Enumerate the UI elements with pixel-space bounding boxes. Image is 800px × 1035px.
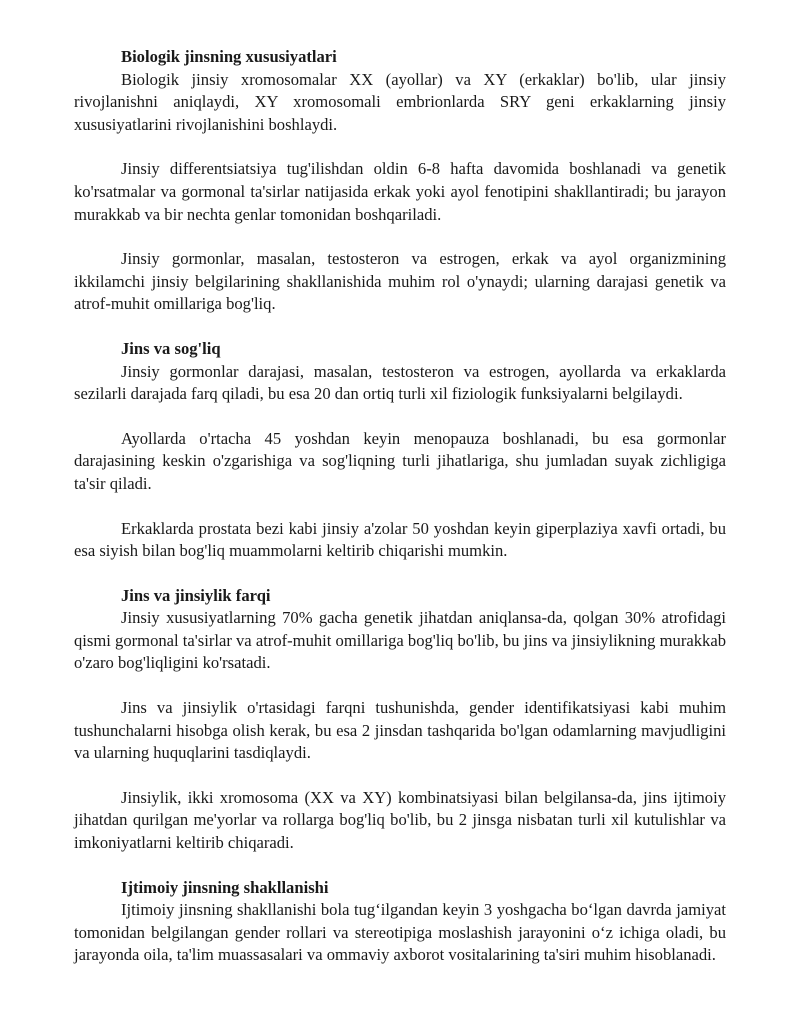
section-heading: Biologik jinsning xususiyatlari <box>121 47 337 66</box>
paragraph: Ijtimoiy jinsning shakllanishi bola tug‘ilgandan keyin 3 yoshgacha bo‘lgan davrda jamiyat tomonidan belgilangan gender rollari va stereotipiga moslashish jarayonini o‘z ichiga oladi, bu jarayonda oila, ta'lim muassasalari va ommaviy axborot vositalarining ta'siri muhim hisoblanadi. <box>74 900 726 965</box>
section-sex-and-health <box>74 338 726 563</box>
section-sex-vs-sexuality <box>74 585 726 855</box>
section-biological-sex <box>74 46 726 316</box>
paragraph: Biologik jinsiy xromosomalar XX (ayollar) va XY (erkaklar) bo'lib, ular jinsiy rivojlanishni aniqlaydi, XY xromosomali embrionlarda SRY geni erkaklarning jinsiy xususiyatlarini rivojlanishini boshlaydi. <box>74 69 726 134</box>
paragraph: Jinsiy gormonlar, masalan, testosteron va estrogen, erkak va ayol organizmining ikkilamchi jinsiy belgilarining shakllanishida muhim rol o'ynaydi; ularning darajasi genetik va atrof-muhit omillariga bog'liq. <box>74 249 726 314</box>
section-heading: Ijtimoiy jinsning shakllanishi <box>121 877 329 897</box>
section-social-gender <box>74 877 726 967</box>
paragraph: Jins va jinsiylik o'rtasidagi farqni tushunishda, gender identifikatsiyasi kabi muhim tushunchalarni hisobga olish kerak, bu esa 2 jinsdan tashqarida bo'lgan odamlarning mavjudligini va ularning huquqlarini tasdiqlaydi. <box>74 698 726 763</box>
paragraph: Jinsiy differentsiatsiya tug'ilishdan oldin 6-8 hafta davomida boshlanadi va genetik ko'rsatmalar va gormonal ta'sirlar natijasida erkak yoki ayol fenotipini shakllantiradi; bu jarayon murakkab va bir nechta genlar tomonidan boshqariladi. <box>74 159 726 224</box>
section-heading: Jins va sog'liq <box>121 338 221 358</box>
paragraph: Jinsiylik, ikki xromosoma (XX va XY) kombinatsiyasi bilan belgilansa-da, jins ijtimoiy jihatdan qurilgan me'yorlar va rollarga bog'liq bo'lib, bu 2 jinsga nisbatan turli xil kutulishlar va imkoniyatlarni keltirib chiqaradi. <box>74 787 726 853</box>
section-heading: Jins va jinsiylik farqi <box>121 585 271 605</box>
paragraph: Jinsiy gormonlar darajasi, masalan, testosteron va estrogen, ayollarda va erkaklarda sezilarli darajada farq qiladi, bu esa 20 dan ortiq turli xil fiziologik funksiyalarni belgilaydi. <box>74 361 726 404</box>
paragraph: Erkaklarda prostata bezi kabi jinsiy a'zolar 50 yoshdan keyin giperplaziya xavfi ortadi, bu esa siyish bilan bog'liq muammolarni keltirib chiqarishi mumkin. <box>74 518 726 561</box>
paragraph: Ayollarda o'rtacha 45 yoshdan keyin menopauza boshlanadi, bu esa gormonlar darajasining keskin o'zgarishiga va sog'liqning turli jihatlariga, shu jumladan suyak zichligiga ta'sir qiladi. <box>74 428 726 493</box>
paragraph: Jinsiy xususiyatlarning 70% gacha genetik jihatdan aniqlansa-da, qolgan 30% atrofidagi qismi gormonal ta'sirlar va atrof-muhit omillariga bog'liq bo'lib, bu jins va jinsiylikning murakkab o'zaro bog'liqligini ko'rsatadi. <box>74 608 726 673</box>
